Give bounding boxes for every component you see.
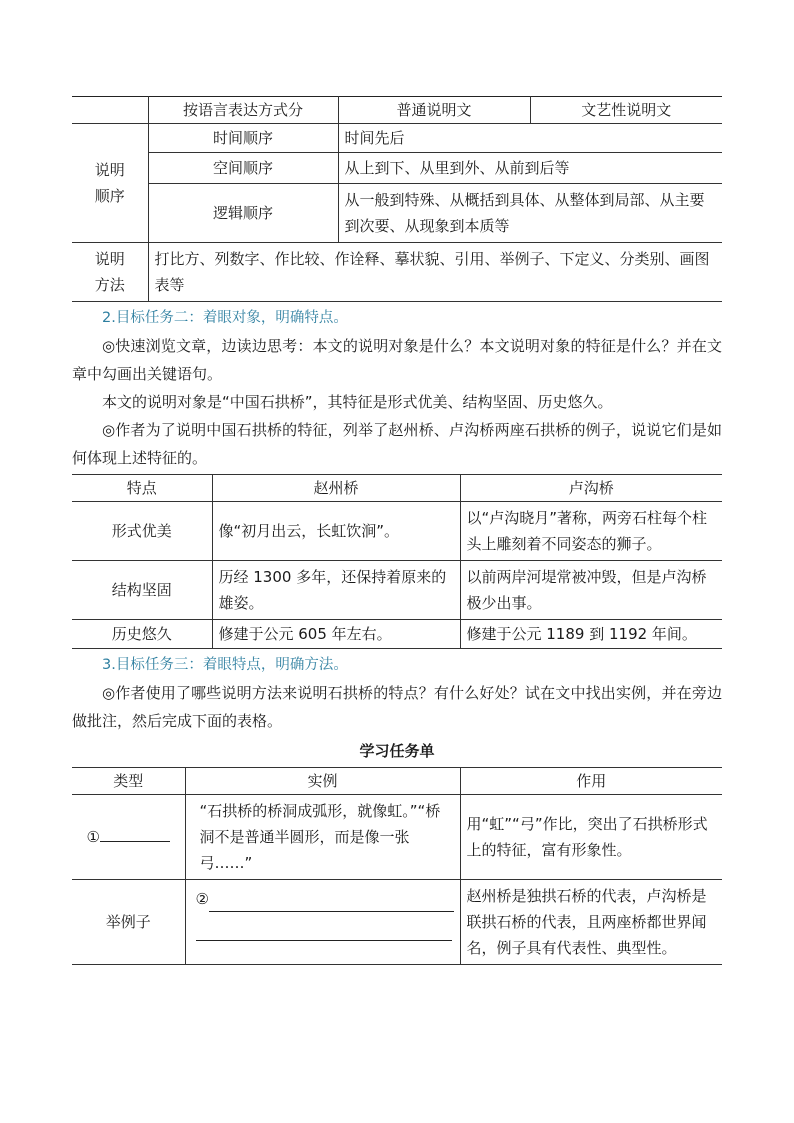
lugou-cell: 修建于公元 1189 到 1192 年间。 <box>460 620 722 649</box>
order-label-line: 说明 <box>94 161 125 179</box>
table-row <box>72 768 722 795</box>
order-desc-cell: 从上到下、从里到外、从前到后等 <box>338 153 722 184</box>
table-header-cell: 卢沟桥 <box>460 475 722 502</box>
order-desc-cell: 从一般到特殊、从概括到具体、从整体到局部、从主要到次要、从现象到本质等 <box>338 184 722 243</box>
answer-blank[interactable] <box>100 827 170 842</box>
table-header-cell: 实例 <box>185 768 460 795</box>
worksheet-caption: 学习任务单 <box>359 742 435 760</box>
answer-line-row <box>196 886 454 912</box>
zhaozhou-cell: 修建于公元 605 年左右。 <box>212 620 460 649</box>
order-desc-cell: 时间先后 <box>338 124 722 153</box>
feature-cell: 结构坚固 <box>72 561 212 620</box>
task3-question: ◎作者使用了哪些说明方法来说明石拱桥的特点？有什么好处？试在文中找出实例，并在旁边做批注，然后完成下面的表格。 <box>72 684 722 730</box>
example-cell <box>185 880 460 965</box>
task2-question-1: ◎快速浏览文章，边读边思考：本文的说明对象是什么？本文说明对象的特征是什么？并在文章中勾画出关键语句。 <box>72 337 722 383</box>
table-row <box>72 184 722 243</box>
order-label-cell <box>72 124 148 243</box>
task3-heading: 3.目标任务三：着眼特点，明确方法。 <box>102 657 348 673</box>
table-row <box>72 97 722 124</box>
method-label-cell <box>72 243 148 302</box>
feature-cell: 历史悠久 <box>72 620 212 649</box>
table-row <box>72 153 722 184</box>
worksheet-table <box>72 767 722 965</box>
order-name-cell: 逻辑顺序 <box>148 184 338 243</box>
document-page <box>72 96 722 965</box>
lugou-cell: 以前两岸河堤常被冲毁，但是卢沟桥极少出事。 <box>460 561 722 620</box>
answer-line[interactable] <box>209 889 454 912</box>
method-label-line: 说明 <box>94 250 125 268</box>
table-row <box>72 561 722 620</box>
table-header-cell: 特点 <box>72 475 212 502</box>
effect-cell: 用“虹”“弓”作比，突出了石拱桥形式上的特征，富有形象性。 <box>460 795 722 880</box>
order-name-cell: 空间顺序 <box>148 153 338 184</box>
method-list-cell: 打比方、列数字、作比较、作诠释、摹状貌、引用、举例子、下定义、分类别、画图表等 <box>148 243 722 302</box>
table-row <box>72 502 722 561</box>
table-header-cell: 文艺性说明文 <box>530 97 722 124</box>
task2-answer-1: 本文的说明对象是“中国石拱桥”，其特征是形式优美、结构坚固、历史悠久。 <box>102 393 613 411</box>
table-header-cell: 类型 <box>72 768 185 795</box>
table-header-cell: 普通说明文 <box>338 97 530 124</box>
method-label-line: 方法 <box>94 276 125 294</box>
table-row <box>72 475 722 502</box>
blank-number: ② <box>195 890 209 908</box>
type-cell <box>72 795 185 880</box>
table-row <box>72 243 722 302</box>
task2-question-2: ◎作者为了说明中国石拱桥的特征，列举了赵州桥、卢沟桥两座石拱桥的例子，说说它们是如何体现上述特征的。 <box>72 421 722 467</box>
table-row <box>72 124 722 153</box>
zhaozhou-cell: 像“初月出云，长虹饮涧”。 <box>212 502 460 561</box>
table-row <box>72 880 722 965</box>
table-row <box>72 620 722 649</box>
table-header-cell: 按语言表达方式分 <box>148 97 338 124</box>
bridge-features-table <box>72 474 722 649</box>
type-cell: 举例子 <box>72 880 185 965</box>
order-name-cell: 时间顺序 <box>148 124 338 153</box>
task2-heading: 2.目标任务二：着眼对象，明确特点。 <box>102 310 348 326</box>
table-header-cell: 作用 <box>460 768 722 795</box>
lugou-cell: 以“卢沟晓月”著称，两旁石柱每个柱头上雕刻着不同姿态的狮子。 <box>460 502 722 561</box>
answer-line[interactable] <box>196 918 452 941</box>
order-label-line: 顺序 <box>94 187 125 205</box>
effect-cell: 赵州桥是独拱石桥的代表，卢沟桥是联拱石桥的代表，且两座桥都世界闻名，例子具有代表性、典型性。 <box>460 880 722 965</box>
feature-cell: 形式优美 <box>72 502 212 561</box>
example-cell: “石拱桥的桥洞成弧形，就像虹。”“桥洞不是普通半圆形，而是像一张弓……” <box>185 795 460 880</box>
table-header-cell: 赵州桥 <box>212 475 460 502</box>
explanation-table <box>72 96 722 302</box>
blank-number: ① <box>86 828 100 846</box>
zhaozhou-cell: 历经 1300 多年，还保持着原来的雄姿。 <box>212 561 460 620</box>
table-cell <box>72 97 148 124</box>
table-row <box>72 795 722 880</box>
